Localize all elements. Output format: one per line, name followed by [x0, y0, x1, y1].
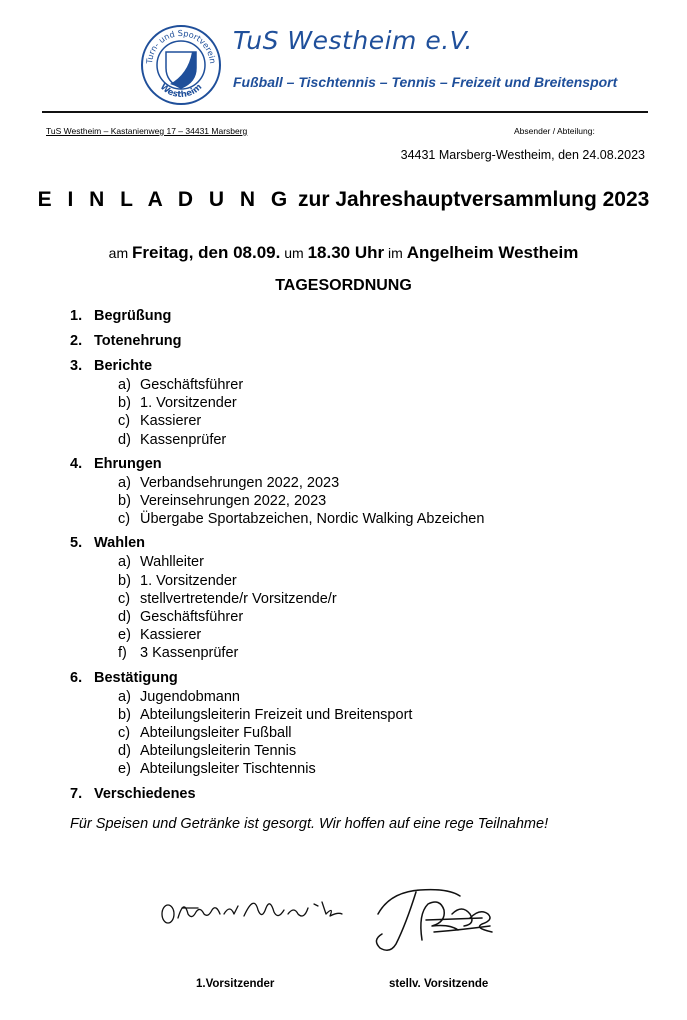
agenda-item	[70, 669, 650, 779]
subitem-text: Geschäftsführer	[140, 377, 244, 393]
subitem-text: Abteilungsleiterin Freizeit und Breitensport	[140, 706, 413, 723]
agenda-item	[70, 307, 650, 326]
agenda-item-number: 4.	[70, 455, 83, 472]
signature-vice-chairwoman	[370, 874, 500, 960]
agenda-subitem	[70, 553, 650, 571]
subitem-letter: c)	[118, 725, 131, 742]
agenda-subitem	[70, 608, 650, 626]
agenda-subitem	[70, 376, 650, 394]
subitem-letter: a)	[118, 377, 131, 393]
closing-note: Für Speisen und Getränke ist gesorgt. Wir hoffen auf eine rege Teilnahme!	[70, 816, 549, 832]
header-divider	[42, 111, 648, 113]
club-logo-seal	[140, 24, 222, 106]
meeting-day: Freitag, den 08.09.	[132, 243, 281, 262]
subitem-letter: b)	[118, 706, 131, 723]
subitem-text: 1. Vorsitzender	[140, 395, 237, 412]
club-name: TuS Westheim e.V.	[233, 26, 473, 55]
vice-chairwoman-role: stellv. Vorsitzende	[389, 978, 489, 990]
subitem-text: Wahlleiter	[140, 554, 204, 571]
agenda-item-number: 1.	[70, 308, 83, 324]
agenda-subitem	[70, 394, 650, 412]
subitem-text: Geschäftsführer	[140, 609, 244, 626]
subitem-text: Kassenprüfer	[140, 431, 227, 448]
subitem-letter: c)	[118, 590, 131, 607]
subitem-letter: d)	[118, 431, 131, 448]
subitem-text: Kassierer	[140, 413, 202, 430]
subitem-letter: b)	[118, 395, 131, 412]
agenda-subitem	[70, 572, 650, 590]
subitem-letter: d)	[118, 609, 131, 626]
title-spaced: E I N L A D U N G	[37, 188, 293, 211]
subitem-letter: b)	[118, 572, 131, 589]
agenda-item	[70, 785, 650, 804]
agenda-item-number: 6.	[70, 669, 83, 686]
subitem-text: Jugendobmann	[140, 688, 240, 705]
agenda-item-title: Ehrungen	[94, 455, 162, 472]
title-rest: zur Jahreshauptversammlung 2023	[292, 188, 650, 211]
agenda-item-title: Verschiedenes	[94, 785, 196, 802]
subline-im: im	[384, 245, 407, 261]
sender-label: Absender / Abteilung:	[514, 126, 595, 136]
meeting-time: 18.30 Uhr	[307, 243, 385, 262]
subitem-text: 1. Vorsitzender	[140, 572, 237, 589]
agenda-subitem	[70, 492, 650, 510]
subitem-letter: a)	[118, 554, 131, 571]
logo-text-top: Turn- und Sportverein	[143, 27, 219, 65]
agenda-item	[70, 332, 650, 351]
subitem-letter: d)	[118, 743, 131, 760]
agenda-item-number: 5.	[70, 535, 83, 552]
subline-am: am	[108, 245, 133, 261]
subitem-text: Kassierer	[140, 627, 202, 644]
agenda-item-number: 2.	[70, 333, 83, 349]
place-date: 34431 Marsberg-Westheim, den 24.08.2023	[400, 148, 645, 162]
agenda-subitem	[70, 412, 650, 430]
agenda-item-title: Wahlen	[94, 535, 146, 552]
agenda-heading: TAGESORDNUNG	[275, 277, 412, 294]
agenda-subitem	[70, 431, 650, 449]
subitem-text: Verbandsehrungen 2022, 2023	[140, 474, 340, 491]
agenda-item-title: Begrüßung	[94, 308, 172, 324]
agenda-subitem	[70, 706, 650, 724]
agenda-subitem	[70, 688, 650, 706]
subitem-letter: e)	[118, 627, 131, 644]
subitem-text: Abteilungsleiter Fußball	[140, 725, 292, 742]
agenda-subitem	[70, 742, 650, 760]
subitem-text: Abteilungsleiterin Tennis	[140, 743, 297, 760]
agenda-item-title: Bestätigung	[94, 669, 178, 686]
invitation-title	[0, 188, 687, 212]
agenda-list	[70, 307, 650, 810]
agenda-subitem	[70, 626, 650, 644]
agenda-item	[70, 455, 650, 529]
club-sports: Fußball – Tischtennis – Tennis – Freizeit und Breitensport	[233, 74, 618, 90]
subitem-letter: a)	[118, 474, 131, 491]
subitem-letter: a)	[118, 688, 131, 705]
agenda-item	[70, 357, 650, 449]
subline-um: um	[280, 245, 308, 261]
agenda-subitem	[70, 510, 650, 528]
subitem-text: stellvertretende/r Vorsitzende/r	[140, 590, 337, 607]
subitem-letter: e)	[118, 761, 131, 778]
subitem-text: 3 Kassenprüfer	[140, 645, 239, 662]
agenda-subitem	[70, 644, 650, 662]
signature-first-chairman	[158, 884, 348, 934]
agenda-subitem	[70, 474, 650, 492]
first-chairman-role: 1.Vorsitzender	[196, 978, 275, 990]
agenda-item-title: Berichte	[94, 358, 153, 374]
agenda-item-title: Totenehrung	[94, 333, 182, 349]
subitem-letter: b)	[118, 493, 131, 510]
agenda-item-number: 3.	[70, 358, 83, 374]
agenda-subitem	[70, 724, 650, 742]
agenda-item	[70, 534, 650, 662]
meeting-place: Angelheim Westheim	[406, 243, 579, 262]
subitem-text: Abteilungsleiter Tischtennis	[140, 761, 316, 778]
subitem-letter: c)	[118, 511, 131, 528]
agenda-item-number: 7.	[70, 785, 83, 802]
subitem-text: Vereinsehrungen 2022, 2023	[140, 493, 327, 510]
subitem-letter: f)	[118, 645, 127, 662]
meeting-details	[0, 243, 687, 263]
agenda-subitem	[70, 760, 650, 778]
subitem-text: Übergabe Sportabzeichen, Nordic Walking Abzeichen	[140, 511, 485, 528]
agenda-subitem	[70, 590, 650, 608]
sender-address: TuS Westheim – Kastanienweg 17 – 34431 Marsberg	[46, 126, 248, 136]
subitem-letter: c)	[118, 413, 131, 430]
logo-text-bottom: Westheim	[157, 82, 205, 101]
